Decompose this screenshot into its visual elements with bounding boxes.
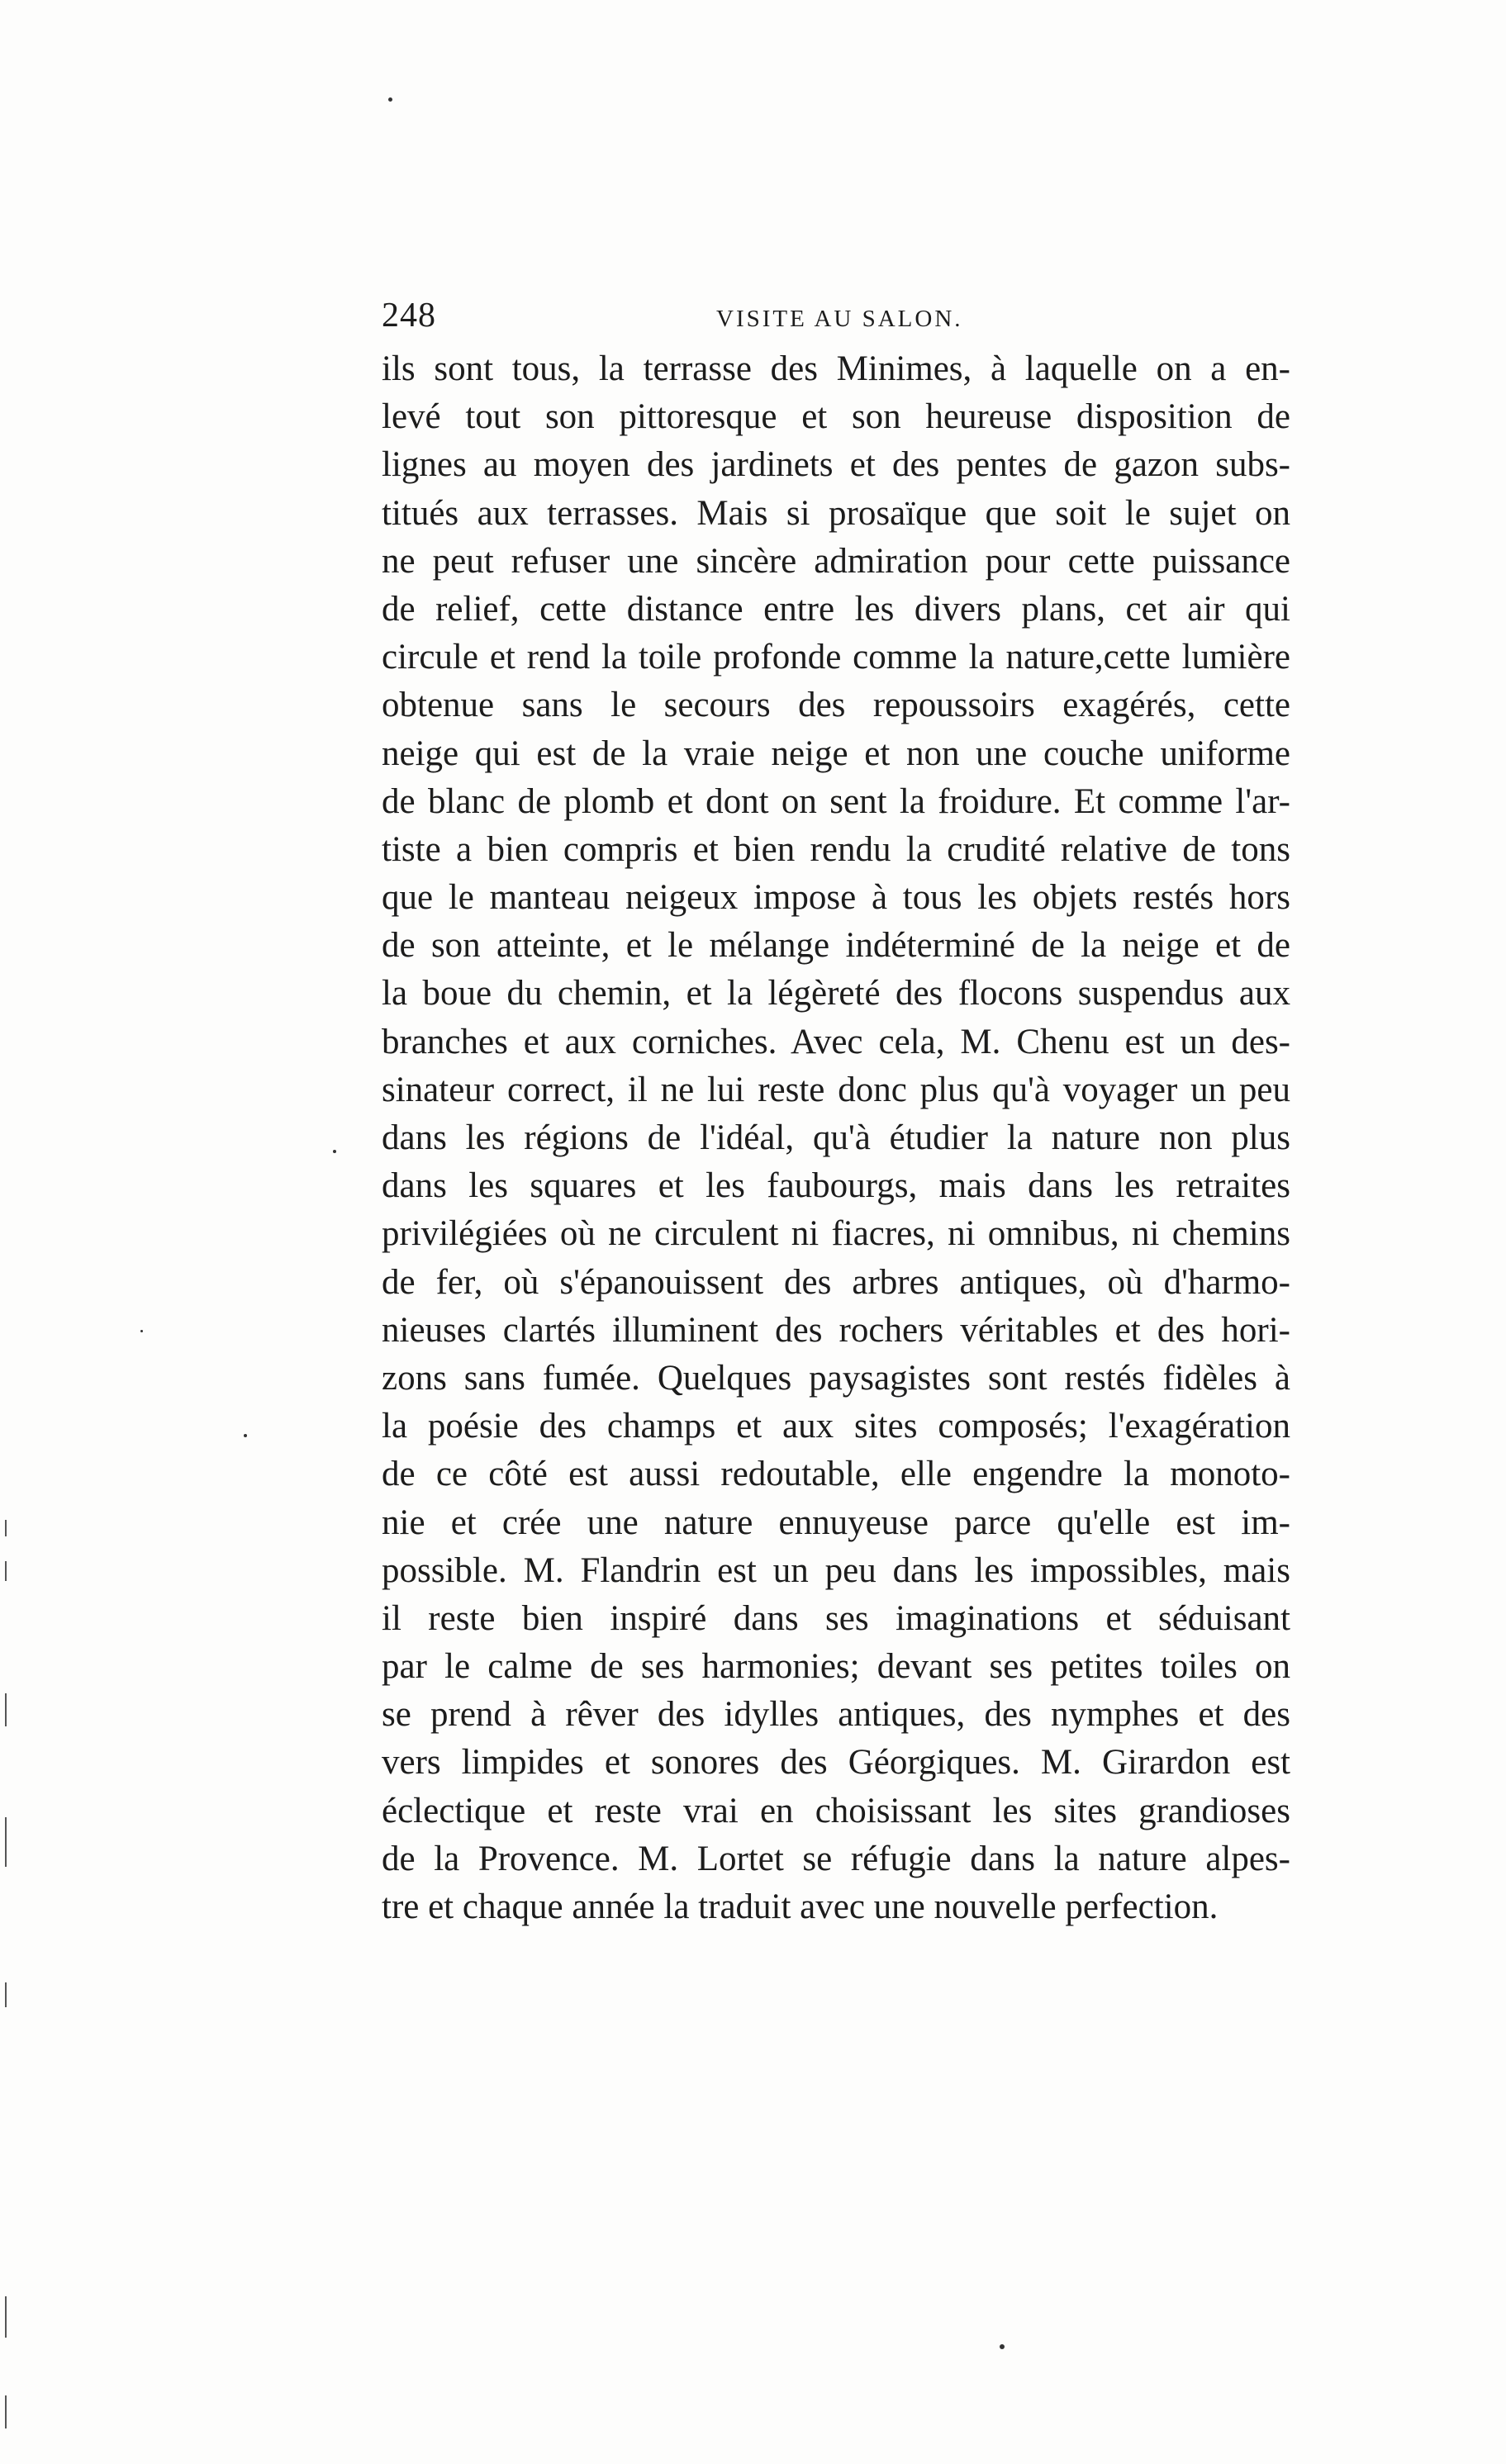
text-line: levé tout son pittoresque et son heureuse disposition de bbox=[382, 397, 1290, 437]
text-line: de son atteinte, et le mélange indéterminé de la neige et de bbox=[382, 926, 1290, 966]
text-line: circule et rend la toile profonde comme la nature,cette lumière bbox=[382, 638, 1290, 677]
text-line: privilégiées où ne circulent ni fiacres, ni omnibus, ni chemins bbox=[382, 1214, 1290, 1254]
text-line: possible. M. Flandrin est un peu dans les impossibles, mais bbox=[382, 1550, 1290, 1590]
text-line: vers limpides et sonores des Géorgiques. M. Girardon est bbox=[382, 1743, 1290, 1783]
text-line: dans les squares et les faubourgs, mais dans les retraites bbox=[382, 1166, 1290, 1206]
body-text bbox=[382, 345, 1290, 1931]
text-line: tiste a bien compris et bien rendu la crudité relative de tons bbox=[382, 829, 1290, 869]
running-head: VISITE AU SALON. bbox=[716, 306, 963, 332]
text-line: branches et aux corniches. Avec cela, M. Chenu est un des- bbox=[382, 1022, 1290, 1061]
scan-edge-mark bbox=[5, 2296, 7, 2338]
page-number: 248 bbox=[382, 297, 436, 335]
text-line: lignes au moyen des jardinets et des pentes de gazon subs- bbox=[382, 445, 1290, 485]
scan-edge-mark bbox=[5, 2395, 7, 2428]
text-line: nieuses clartés illuminent des rochers véritables et des hori- bbox=[382, 1310, 1290, 1350]
text-line: de la Provence. M. Lortet se réfugie dans la nature alpes- bbox=[382, 1839, 1290, 1878]
text-line: que le manteau neigeux impose à tous les objets restés hors bbox=[382, 878, 1290, 918]
text-line: ils sont tous, la terrasse des Minimes, à laquelle on a en- bbox=[382, 349, 1290, 388]
text-line: dans les régions de l'idéal, qu'à étudier la nature non plus bbox=[382, 1118, 1290, 1157]
text-line: tre et chaque année la traduit avec une nouvelle perfection. bbox=[382, 1887, 1219, 1926]
text-line: de blanc de plomb et dont on sent la froidure. Et comme l'ar- bbox=[382, 781, 1290, 821]
scan-speck bbox=[388, 97, 392, 102]
scan-edge-mark bbox=[5, 1561, 7, 1581]
scan-speck bbox=[1000, 2344, 1005, 2349]
scan-speck bbox=[333, 1150, 336, 1153]
text-line: sinateur correct, il ne lui reste donc plus qu'à voyager un peu bbox=[382, 1070, 1290, 1109]
text-line: zons sans fumée. Quelques paysagistes sont restés fidèles à bbox=[382, 1358, 1290, 1398]
text-line: de fer, où s'épanouissent des arbres antiques, où d'harmo- bbox=[382, 1262, 1290, 1302]
scan-speck bbox=[140, 1330, 143, 1332]
text-line: titués aux terrasses. Mais si prosaïque que soit le sujet on bbox=[382, 493, 1290, 533]
text-line: nie et crée une nature ennuyeuse parce qu'elle est im- bbox=[382, 1503, 1290, 1542]
scan-edge-mark bbox=[5, 1520, 7, 1536]
text-line: la boue du chemin, et la légèreté des flocons suspendus aux bbox=[382, 974, 1290, 1014]
scan-edge-mark bbox=[5, 1693, 7, 1726]
text-line: il reste bien inspiré dans ses imaginations et séduisant bbox=[382, 1598, 1290, 1638]
text-line: neige qui est de la vraie neige et non une couche uniforme bbox=[382, 734, 1290, 773]
text-line: obtenue sans le secours des repoussoirs exagérés, cette bbox=[382, 686, 1290, 725]
page-header bbox=[382, 289, 1290, 339]
text-line: se prend à rêver des idylles antiques, des nymphes et des bbox=[382, 1695, 1290, 1735]
text-line: par le calme de ses harmonies; devant ses petites toiles on bbox=[382, 1647, 1290, 1687]
scan-edge-mark bbox=[5, 1817, 7, 1867]
text-line: de relief, cette distance entre les divers plans, cet air qui bbox=[382, 589, 1290, 629]
text-line: la poésie des champs et aux sites composés; l'exagération bbox=[382, 1407, 1290, 1446]
text-line: éclectique et reste vrai en choisissant les sites grandioses bbox=[382, 1791, 1290, 1830]
text-line: de ce côté est aussi redoutable, elle engendre la monoto- bbox=[382, 1455, 1290, 1494]
text-line: ne peut refuser une sincère admiration pour cette puissance bbox=[382, 541, 1290, 581]
scan-speck bbox=[244, 1434, 247, 1437]
scan-edge-mark bbox=[5, 1982, 7, 2007]
